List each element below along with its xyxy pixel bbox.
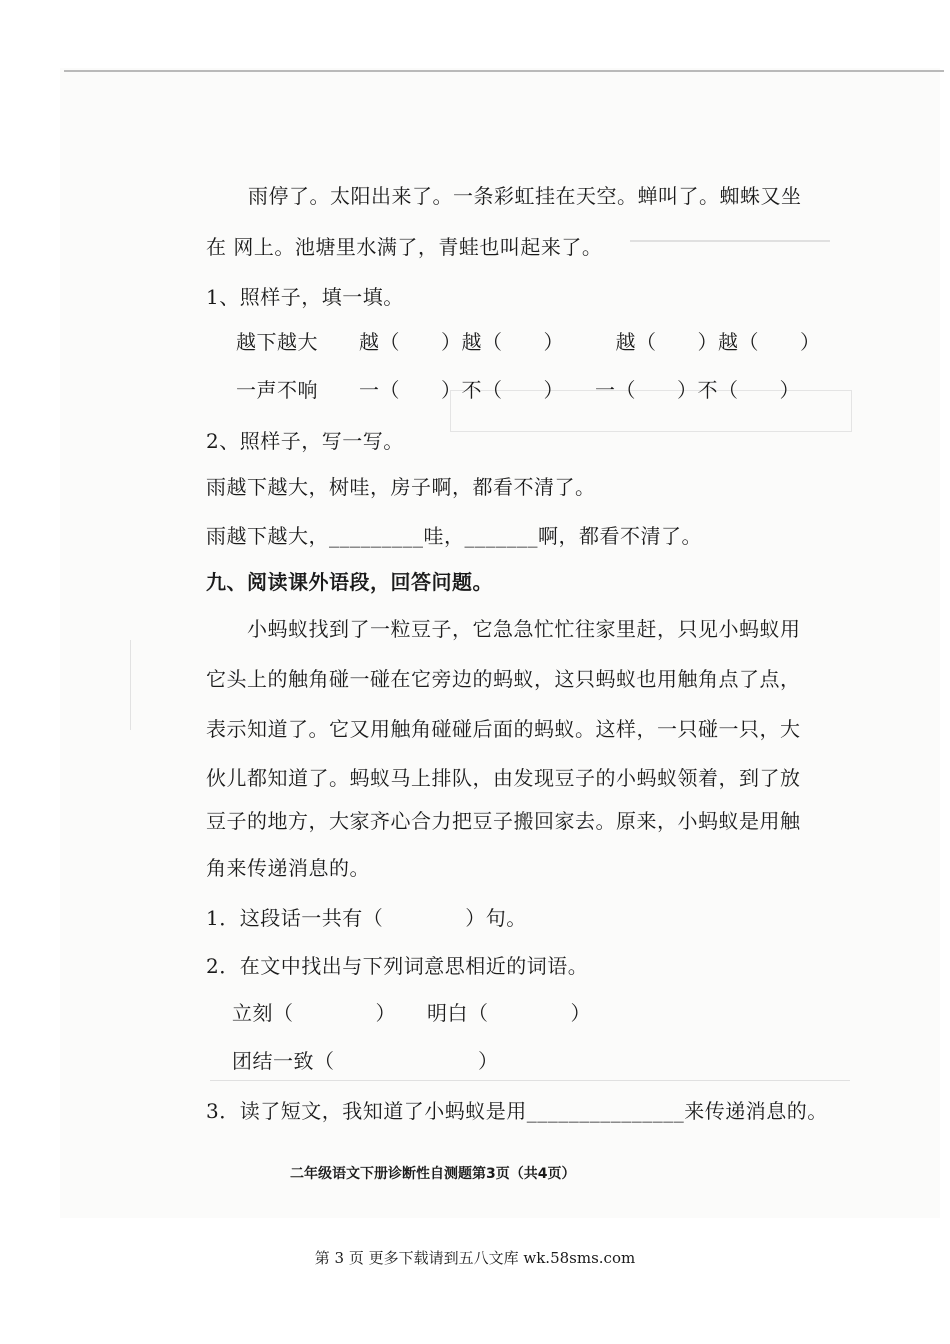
exam-page-footer: 二年级语文下册诊断性自测题第3页（共4页） [290,1166,576,1182]
section-9-heading: 九、阅读课外语段，回答问题。 [206,570,493,594]
reading-paragraph-line: 角来传递消息的。 [206,856,370,880]
q1-row-1: 越下越大 越（ ）越（ ） 越（ ）越（ ） [236,330,821,354]
q1-title: 1、照样子，填一填。 [206,285,404,309]
passage-line-2: 在 网上。池塘里水满了，青蛙也叫起来了。 [206,235,603,259]
reading-paragraph-line: 伙儿都知道了。蚂蚁马上排队，由发现豆子的小蚂蚁领着，到了放 [206,766,801,790]
reading-paragraph-line: 它头上的触角碰一碰在它旁边的蚂蚁，这只蚂蚁也用触角点了点， [206,667,801,691]
reading-question-2: 2．在文中找出与下列词意思相近的词语。 [206,954,589,978]
bleed-through-texture [130,640,171,730]
q2-fill-line: 雨越下越大，_________哇，_______啊，都看不清了。 [206,524,702,548]
site-footer: 第 3 页 更多下载请到五八文库 wk.58sms.com [314,1249,636,1267]
q2-example: 雨越下越大，树哇，房子啊，都看不清了。 [206,475,596,499]
q1-row-2: 一声不响 一（ ）不（ ） 一（ ）不（ ） [236,378,800,402]
page-top-edge [64,70,944,72]
reading-question-3: 3．读了短文，我知道了小蚂蚁是用_______________来传递消息的。 [206,1099,828,1123]
reading-question-2-row-1: 立刻（ ） 明白（ ） [232,1001,591,1025]
reading-paragraph-line: 表示知道了。它又用触角碰碰后面的蚂蚁。这样，一只碰一只，大 [206,717,801,741]
reading-question-2-row-2: 团结一致（ ） [232,1049,499,1073]
bleed-through-texture [210,1080,850,1081]
reading-question-1: 1．这段话一共有（ ）句。 [206,906,527,930]
reading-paragraph-line: 小蚂蚁找到了一粒豆子，它急急忙忙往家里赶，只见小蚂蚁用 [206,617,801,641]
q2-title: 2、照样子，写一写。 [206,429,404,453]
passage-line-1: 雨停了。太阳出来了。一条彩虹挂在天空。蝉叫了。蜘蛛又坐 [248,184,802,208]
reading-paragraph-line: 豆子的地方，大家齐心合力把豆子搬回家去。原来，小蚂蚁是用触 [206,809,801,833]
